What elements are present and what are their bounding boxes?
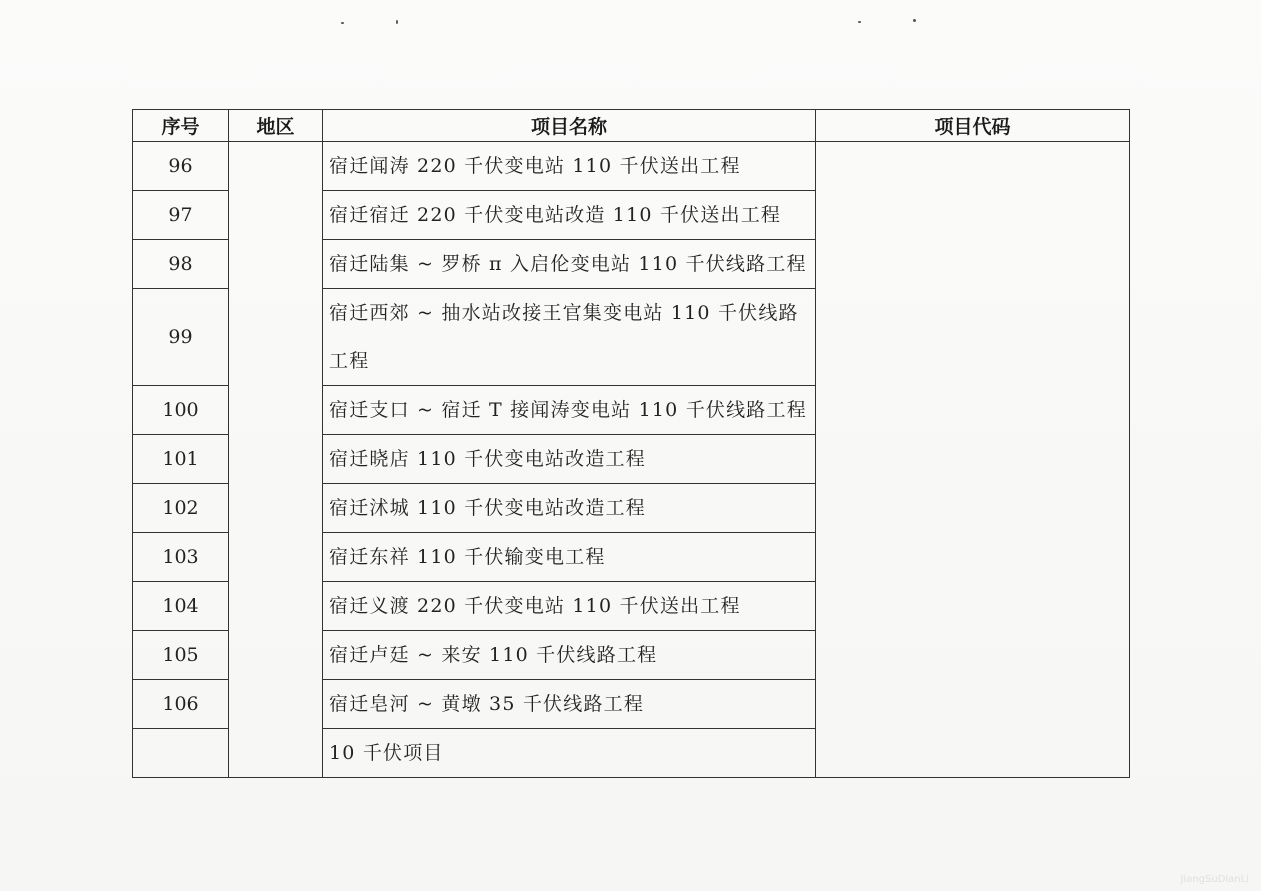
seq-cell: 98 [133,240,229,289]
seq-cell: 100 [133,386,229,435]
name-cell: 宿迁皂河 ~ 黄墩 35 千伏线路工程 [323,680,816,729]
name-cell: 宿迁西郊 ~ 抽水站改接王官集变电站 110 千伏线路工程 [323,289,816,386]
seq-cell [133,729,229,778]
scan-speck [396,20,398,24]
name-cell: 10 千伏项目 [323,729,816,778]
name-cell: 宿迁支口 ~ 宿迁 T 接闻涛变电站 110 千伏线路工程 [323,386,816,435]
header-row [133,110,1130,142]
header-code: 项目代码 [816,110,1130,142]
name-cell: 宿迁闻涛 220 千伏变电站 110 千伏送出工程 [323,142,816,191]
seq-cell: 106 [133,680,229,729]
seq-cell: 96 [133,142,229,191]
header-name: 项目名称 [323,110,816,142]
name-cell: 宿迁东祥 110 千伏输变电工程 [323,533,816,582]
scan-speck [913,19,916,22]
name-cell: 宿迁卢廷 ~ 来安 110 千伏线路工程 [323,631,816,680]
seq-cell: 97 [133,191,229,240]
seq-cell: 104 [133,582,229,631]
header-seq: 序号 [133,110,229,142]
seq-cell: 102 [133,484,229,533]
scan-speck [858,21,861,23]
name-cell: 宿迁宿迁 220 千伏变电站改造 110 千伏送出工程 [323,191,816,240]
code-cell [816,142,1130,778]
seq-cell: 101 [133,435,229,484]
name-cell: 宿迁陆集 ~ 罗桥 π 入启伦变电站 110 千伏线路工程 [323,240,816,289]
name-cell: 宿迁晓店 110 千伏变电站改造工程 [323,435,816,484]
seq-cell: 99 [133,289,229,386]
region-cell [229,142,323,778]
seq-cell: 103 [133,533,229,582]
name-cell: 宿迁义渡 220 千伏变电站 110 千伏送出工程 [323,582,816,631]
header-region: 地区 [229,110,323,142]
seq-cell: 105 [133,631,229,680]
table-row [133,142,1130,191]
scan-speck [341,22,344,24]
project-table [132,109,1130,778]
watermark-text: JiangSuDianLi [1180,874,1249,885]
name-cell: 宿迁沭城 110 千伏变电站改造工程 [323,484,816,533]
